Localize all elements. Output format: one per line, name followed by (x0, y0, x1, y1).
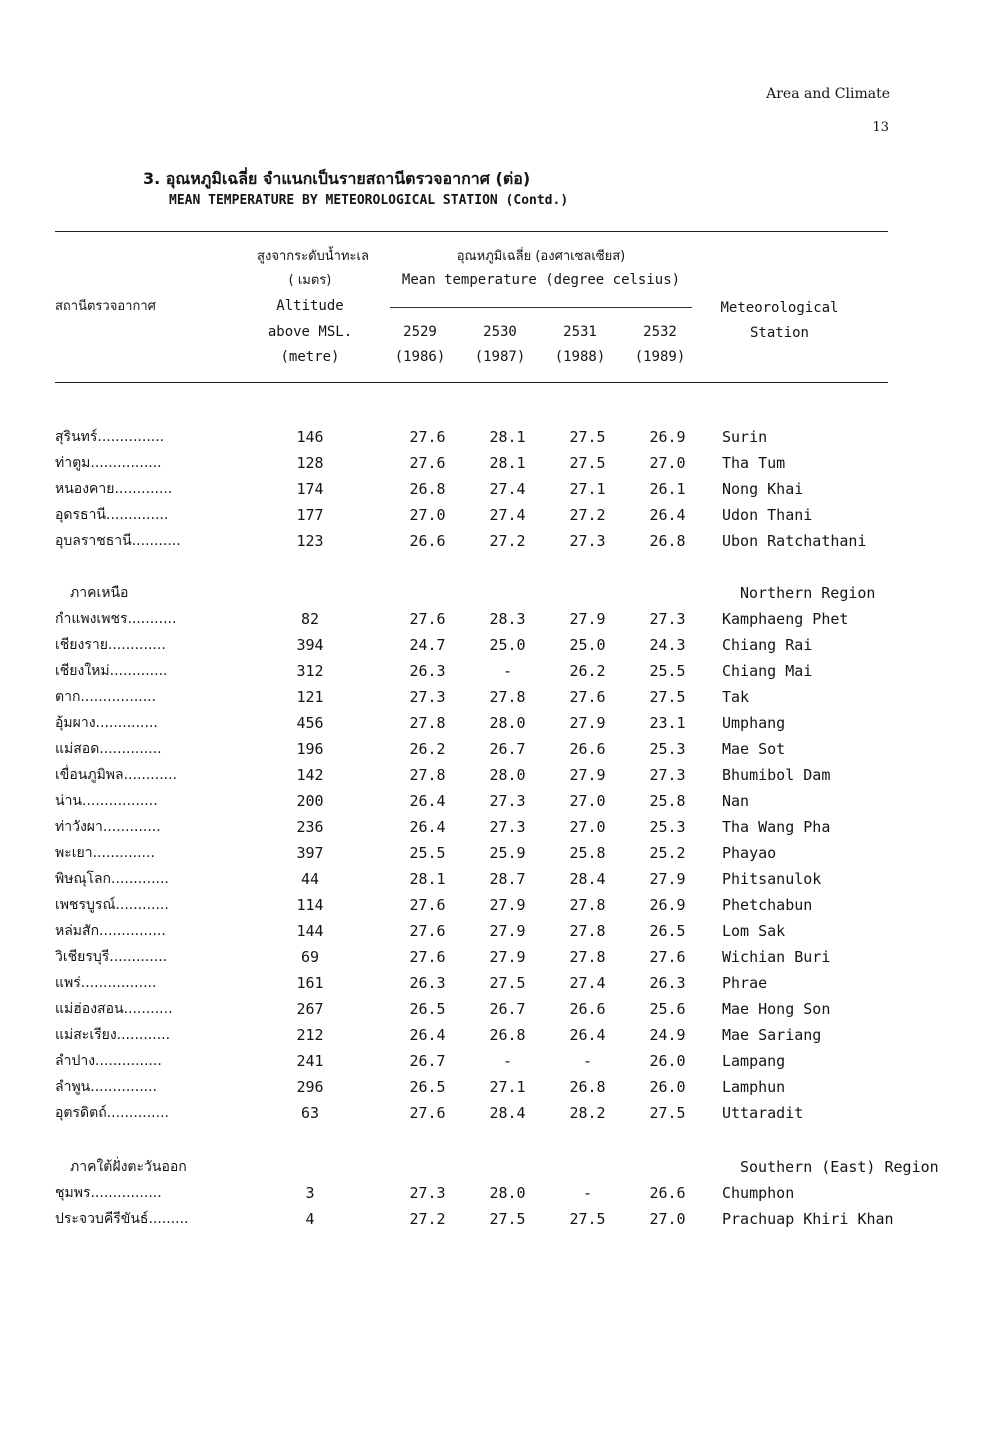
temp-2530-cell: 26.7 (489, 740, 526, 758)
header-year-1: 2529 (403, 324, 437, 340)
table-row (0, 814, 990, 840)
table-row (0, 918, 990, 944)
station-english-cell: Surin (722, 428, 768, 446)
altitude-cell: 128 (296, 454, 324, 472)
altitude-cell: 397 (296, 844, 324, 862)
temp-2529-cell: 24.7 (409, 636, 446, 654)
altitude-cell: 394 (296, 636, 324, 654)
temp-2529-cell: 27.8 (409, 766, 446, 784)
table-row (0, 840, 990, 866)
header-mean-temp-english: Mean temperature (degree celsius) (401, 272, 681, 288)
table-title-thai: 3. อุณหภูมิเฉลี่ย จำแนกเป็นรายสถานีตรวจอากาศ (ต่อ) (143, 169, 531, 188)
temp-2532-cell: 27.0 (649, 1210, 686, 1228)
altitude-cell: 196 (296, 740, 324, 758)
temp-2529-cell: 27.6 (409, 610, 446, 628)
station-english-cell: Chiang Rai (722, 636, 813, 654)
temp-2530-cell: 26.8 (489, 1026, 526, 1044)
header-altitude-line1: Altitude (276, 298, 344, 314)
temp-2529-cell: 26.2 (409, 740, 446, 758)
temp-2529-cell: 28.1 (409, 870, 446, 888)
altitude-cell: 312 (296, 662, 324, 680)
temp-2532-cell: 25.3 (649, 740, 686, 758)
temp-2531-cell: 27.8 (569, 948, 606, 966)
temp-2531-cell: 26.6 (569, 1000, 606, 1018)
station-english-cell: Wichian Buri (722, 948, 831, 966)
table-row (0, 788, 990, 814)
altitude-cell: 241 (296, 1052, 324, 1070)
temp-2532-cell: 26.6 (649, 1184, 686, 1202)
header-year-2-ad: (1987) (474, 349, 526, 365)
temp-2530-cell: 27.4 (489, 506, 526, 524)
station-thai-cell: อุ้มผาง.............. (55, 715, 158, 731)
table-row (0, 762, 990, 788)
temp-2531-cell: - (582, 1184, 593, 1202)
station-english-cell: Uttaradit (722, 1104, 804, 1122)
header-year-4: 2532 (643, 324, 677, 340)
header-year-3: 2531 (563, 324, 597, 340)
altitude-cell: 296 (296, 1078, 324, 1096)
temp-2531-cell: 27.3 (569, 532, 606, 550)
temp-2529-cell: 27.6 (409, 922, 446, 940)
station-english-cell: Nong Khai (722, 480, 804, 498)
table-row (0, 710, 990, 736)
station-english-cell: Lampang (722, 1052, 786, 1070)
temp-2532-cell: 26.4 (649, 506, 686, 524)
station-english-cell: Chumphon (722, 1184, 795, 1202)
temp-2529-cell: 25.5 (409, 844, 446, 862)
table-row (0, 1074, 990, 1100)
station-thai-cell: เชียงใหม่............. (55, 663, 168, 679)
temp-2531-cell: 27.9 (569, 766, 606, 784)
temp-2530-cell: 28.0 (489, 714, 526, 732)
table-top-rule (55, 231, 888, 232)
temp-2532-cell: 25.5 (649, 662, 686, 680)
temp-2532-cell: 25.2 (649, 844, 686, 862)
temp-2529-cell: 26.4 (409, 1026, 446, 1044)
station-thai-cell: เขื่อนภูมิพล............ (55, 767, 178, 783)
region-heading-row (0, 1154, 990, 1180)
temp-2532-cell: 26.0 (649, 1078, 686, 1096)
table-row (0, 528, 990, 554)
altitude-cell: 236 (296, 818, 324, 836)
temp-2531-cell: 28.4 (569, 870, 606, 888)
altitude-cell: 146 (296, 428, 324, 446)
station-english-cell: Chiang Mai (722, 662, 813, 680)
station-thai-cell: อุบลราชธานี........... (55, 533, 181, 549)
station-english-cell: Mae Sot (722, 740, 786, 758)
altitude-cell: 267 (296, 1000, 324, 1018)
temp-2530-cell: 25.0 (489, 636, 526, 654)
table-row (0, 424, 990, 450)
temp-2529-cell: 26.8 (409, 480, 446, 498)
temp-2529-cell: 27.6 (409, 1104, 446, 1122)
temp-2530-cell: 27.9 (489, 948, 526, 966)
temp-2532-cell: 27.3 (649, 610, 686, 628)
region-heading-english: Northern Region (740, 584, 876, 602)
header-year-1-ad: (1986) (394, 349, 446, 365)
station-english-cell: Nan (722, 792, 750, 810)
table-title (143, 168, 568, 212)
station-thai-cell: แม่สอด.............. (55, 741, 162, 757)
altitude-cell: 200 (296, 792, 324, 810)
temp-2529-cell: 27.0 (409, 506, 446, 524)
station-english-cell: Phitsanulok (722, 870, 822, 888)
temp-2530-cell: 28.7 (489, 870, 526, 888)
station-thai-cell: หล่มสัก............... (55, 923, 166, 939)
temp-2531-cell: 28.2 (569, 1104, 606, 1122)
station-thai-cell: วิเชียรบุรี............. (55, 949, 168, 965)
page-number: 13 (872, 120, 889, 135)
table-row (0, 1100, 990, 1126)
header-year-3-ad: (1988) (554, 349, 606, 365)
temp-2529-cell: 27.6 (409, 454, 446, 472)
altitude-cell: 121 (296, 688, 324, 706)
temp-2532-cell: 24.3 (649, 636, 686, 654)
temp-2532-cell: 25.3 (649, 818, 686, 836)
temp-2530-cell: 28.1 (489, 428, 526, 446)
altitude-cell: 82 (300, 610, 320, 628)
temp-2531-cell: 27.4 (569, 974, 606, 992)
region-heading-english: Southern (East) Region (740, 1158, 939, 1176)
station-english-cell: Umphang (722, 714, 786, 732)
table-row (0, 1206, 990, 1232)
station-english-cell: Udon Thani (722, 506, 813, 524)
temp-2529-cell: 27.8 (409, 714, 446, 732)
altitude-cell: 44 (300, 870, 320, 888)
temp-2531-cell: 27.0 (569, 792, 606, 810)
station-english-cell: Phrae (722, 974, 768, 992)
station-english-cell: Phayao (722, 844, 777, 862)
table-row (0, 1180, 990, 1206)
temp-2532-cell: 27.3 (649, 766, 686, 784)
altitude-cell: 63 (300, 1104, 320, 1122)
temp-2530-cell: 28.4 (489, 1104, 526, 1122)
station-thai-cell: ท่าวังผา............. (55, 819, 161, 835)
station-thai-cell: น่าน................. (55, 793, 158, 809)
station-english-cell: Kamphaeng Phet (722, 610, 849, 628)
temp-2529-cell: 26.5 (409, 1078, 446, 1096)
temp-2532-cell: 26.0 (649, 1052, 686, 1070)
station-english-cell: Bhumibol Dam (722, 766, 831, 784)
temp-2531-cell: 27.2 (569, 506, 606, 524)
region-heading-thai: ภาคเหนือ (70, 585, 129, 601)
temp-2530-cell: 27.3 (489, 792, 526, 810)
temp-2530-cell: 27.9 (489, 896, 526, 914)
altitude-cell: 212 (296, 1026, 324, 1044)
temp-2529-cell: 26.4 (409, 792, 446, 810)
temp-2529-cell: 26.7 (409, 1052, 446, 1070)
temp-2532-cell: 25.8 (649, 792, 686, 810)
temp-2529-cell: 27.3 (409, 688, 446, 706)
region-heading-thai: ภาคใต้ฝั่งตะวันออก (70, 1159, 187, 1175)
temp-2529-cell: 26.3 (409, 974, 446, 992)
header-station-thai: สถานีตรวจอากาศ (55, 299, 156, 314)
table-row (0, 632, 990, 658)
temp-2531-cell: 25.0 (569, 636, 606, 654)
header-station-english-line2: Station (749, 325, 809, 341)
station-thai-cell: พะเยา.............. (55, 845, 155, 861)
station-thai-cell: เพชรบูรณ์............ (55, 897, 169, 913)
temp-2531-cell: 26.2 (569, 662, 606, 680)
altitude-cell: 177 (296, 506, 324, 524)
temp-2532-cell: 26.1 (649, 480, 686, 498)
temp-2531-cell: 27.5 (569, 428, 606, 446)
temp-2532-cell: 27.5 (649, 688, 686, 706)
altitude-cell: 142 (296, 766, 324, 784)
temp-2531-cell: 26.6 (569, 740, 606, 758)
temp-2531-cell: 26.8 (569, 1078, 606, 1096)
header-altitude-thai: สูงจากระดับน้ำทะเล (257, 249, 369, 264)
temp-2530-cell: 27.5 (489, 974, 526, 992)
altitude-cell: 114 (296, 896, 324, 914)
temp-2530-cell: 27.8 (489, 688, 526, 706)
altitude-cell: 174 (296, 480, 324, 498)
temp-2530-cell: 28.3 (489, 610, 526, 628)
header-altitude-line2: above MSL. (267, 324, 353, 340)
header-bottom-rule (55, 382, 888, 383)
temp-2531-cell: 27.1 (569, 480, 606, 498)
station-thai-cell: ชุมพร................ (55, 1185, 162, 1201)
station-thai-cell: ท่าตูม................ (55, 455, 162, 471)
table-row (0, 450, 990, 476)
altitude-cell: 123 (296, 532, 324, 550)
temp-2530-cell: 27.2 (489, 532, 526, 550)
table-row (0, 892, 990, 918)
header-year-2: 2530 (483, 324, 517, 340)
table-row (0, 658, 990, 684)
temp-2532-cell: 26.8 (649, 532, 686, 550)
temp-2531-cell: 27.8 (569, 896, 606, 914)
station-thai-cell: อุดรธานี.............. (55, 507, 169, 523)
header-mean-temp-thai: อุณหภูมิเฉลี่ย (องศาเซลเซียส) (456, 249, 626, 264)
temp-2530-cell: 27.4 (489, 480, 526, 498)
temp-2530-cell: 28.0 (489, 1184, 526, 1202)
table-row (0, 970, 990, 996)
table-row (0, 476, 990, 502)
temp-2532-cell: 26.5 (649, 922, 686, 940)
station-thai-cell: อุตรดิตถ์.............. (55, 1105, 169, 1121)
temp-2532-cell: 24.9 (649, 1026, 686, 1044)
temp-2529-cell: 26.4 (409, 818, 446, 836)
station-english-cell: Mae Hong Son (722, 1000, 831, 1018)
temp-2532-cell: 25.6 (649, 1000, 686, 1018)
table-row (0, 606, 990, 632)
station-thai-cell: พิษณุโลก............. (55, 871, 169, 887)
header-altitude-unit-thai: ( เมตร) (288, 273, 332, 288)
temp-2529-cell: 27.6 (409, 428, 446, 446)
temp-2530-cell: 27.3 (489, 818, 526, 836)
temp-2530-cell: - (502, 662, 513, 680)
station-english-cell: Prachuap Khiri Khan (722, 1210, 894, 1228)
station-english-cell: Lom Sak (722, 922, 786, 940)
temp-2530-cell: 27.1 (489, 1078, 526, 1096)
station-english-cell: Tak (722, 688, 750, 706)
temp-2531-cell: 27.5 (569, 454, 606, 472)
temp-2531-cell: 27.9 (569, 610, 606, 628)
temp-2530-cell: 28.0 (489, 766, 526, 784)
table-title-english: MEAN TEMPERATURE BY METEOROLOGICAL STATION (Contd.) (169, 193, 569, 208)
station-english-cell: Ubon Ratchathani (722, 532, 867, 550)
altitude-cell: 161 (296, 974, 324, 992)
temp-2529-cell: 26.5 (409, 1000, 446, 1018)
temp-2531-cell: 27.6 (569, 688, 606, 706)
temp-2532-cell: 26.9 (649, 896, 686, 914)
temp-2531-cell: 27.8 (569, 922, 606, 940)
table-row (0, 684, 990, 710)
table-row (0, 1022, 990, 1048)
temp-2531-cell: - (582, 1052, 593, 1070)
station-thai-cell: แพร่................. (55, 975, 157, 991)
temp-2531-cell: 26.4 (569, 1026, 606, 1044)
temp-2529-cell: 27.6 (409, 948, 446, 966)
temp-2529-cell: 26.3 (409, 662, 446, 680)
station-english-cell: Lamphun (722, 1078, 786, 1096)
station-thai-cell: กำแพงเพชร........... (55, 611, 177, 627)
temp-2529-cell: 26.6 (409, 532, 446, 550)
temp-2531-cell: 25.8 (569, 844, 606, 862)
table-row (0, 502, 990, 528)
running-head: Area and Climate (766, 86, 890, 102)
station-thai-cell: เชียงราย............. (55, 637, 166, 653)
temp-2529-cell: 27.6 (409, 896, 446, 914)
altitude-cell: 4 (305, 1210, 315, 1228)
altitude-cell: 3 (305, 1184, 315, 1202)
temp-2530-cell: 28.1 (489, 454, 526, 472)
table-row (0, 944, 990, 970)
temp-2532-cell: 23.1 (649, 714, 686, 732)
temp-2530-cell: 25.9 (489, 844, 526, 862)
station-thai-cell: แม่สะเรียง............ (55, 1027, 171, 1043)
station-thai-cell: ตาก................. (55, 689, 157, 705)
temp-2532-cell: 26.3 (649, 974, 686, 992)
station-thai-cell: ประจวบคีรีขันธ์......... (55, 1211, 189, 1227)
header-year-4-ad: (1989) (634, 349, 686, 365)
temp-2532-cell: 27.0 (649, 454, 686, 472)
station-thai-cell: สุรินทร์............... (55, 429, 165, 445)
table-row (0, 996, 990, 1022)
station-english-cell: Mae Sariang (722, 1026, 822, 1044)
temp-2531-cell: 27.0 (569, 818, 606, 836)
station-thai-cell: ลำปาง............... (55, 1053, 162, 1069)
station-english-cell: Phetchabun (722, 896, 813, 914)
temp-2531-cell: 27.9 (569, 714, 606, 732)
station-thai-cell: ลำพูน............... (55, 1079, 157, 1095)
temp-2529-cell: 27.3 (409, 1184, 446, 1202)
temp-2529-cell: 27.2 (409, 1210, 446, 1228)
station-english-cell: Tha Wang Pha (722, 818, 831, 836)
region-heading-row (0, 580, 990, 606)
altitude-cell: 69 (300, 948, 320, 966)
table-row (0, 1048, 990, 1074)
temp-2530-cell: - (502, 1052, 513, 1070)
temp-2532-cell: 27.5 (649, 1104, 686, 1122)
altitude-cell: 456 (296, 714, 324, 732)
header-station-english-line1: Meteorological (720, 300, 839, 316)
station-english-cell: Tha Tum (722, 454, 786, 472)
temp-2530-cell: 26.7 (489, 1000, 526, 1018)
station-thai-cell: แม่ฮ่องสอน........... (55, 1001, 173, 1017)
temp-2530-cell: 27.5 (489, 1210, 526, 1228)
altitude-cell: 144 (296, 922, 324, 940)
header-spanner-rule (390, 307, 692, 308)
station-thai-cell: หนองคาย............. (55, 481, 173, 497)
table-row (0, 866, 990, 892)
temp-2532-cell: 27.6 (649, 948, 686, 966)
header-altitude-line3: (metre) (280, 349, 340, 365)
temp-2531-cell: 27.5 (569, 1210, 606, 1228)
temp-2532-cell: 27.9 (649, 870, 686, 888)
table-row (0, 736, 990, 762)
temp-2532-cell: 26.9 (649, 428, 686, 446)
temp-2530-cell: 27.9 (489, 922, 526, 940)
